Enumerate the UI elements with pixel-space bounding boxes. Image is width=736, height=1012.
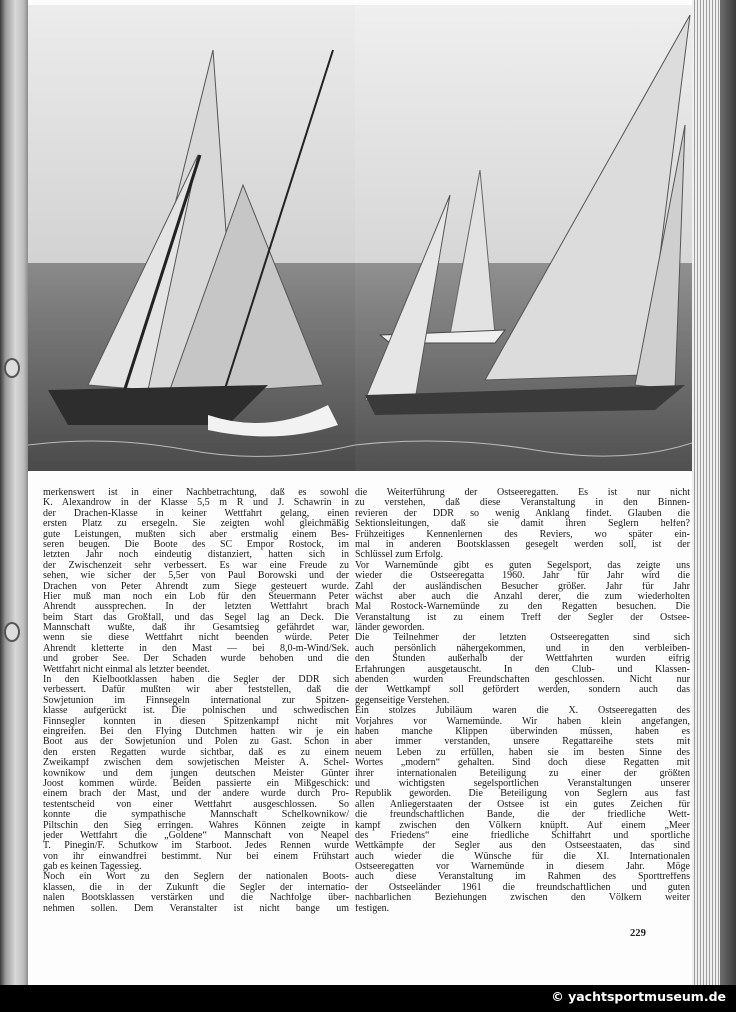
text-line: neuem Leben zu erfüllen, haben sie im besten Sinne des: [355, 747, 690, 758]
article-column-left: [43, 488, 349, 914]
text-line: wieder die Ostseeregatta 1960. Jahr für Jahr wird die: [355, 571, 690, 582]
text-line: Die Teilnehmer der letzten Ostseeregatten sind sich: [355, 633, 690, 644]
text-line: der Ostseeländer 1961 die freundschaftlichen und guten: [355, 882, 690, 893]
text-line: Mal Rostock-Warnemünde zu den Regatten besuchen. Die: [355, 602, 690, 613]
text-line: von ihr einwandfrei bestimmt. Nur bei einem Frühstart: [43, 851, 349, 862]
text-line: Frühzeitiges Kennenlernen des Reviers, wo später ein-: [355, 529, 690, 540]
text-line: Wettfahrt nicht einmal als letzter beendet.: [43, 664, 210, 675]
text-line: zu verstehen, daß diese Veranstaltung in den Binnen-: [355, 498, 690, 509]
watermark: © yachtsportmuseum.de: [551, 989, 726, 1004]
text-line: Ein stolzes Jubiläum waren die X. Ostseeregatten des: [355, 706, 690, 717]
book-cover-edge: [720, 0, 736, 985]
text-line: testentscheid von einer Wettfahrt ausgeschlossen. So: [43, 799, 349, 810]
text-line: Joost kommen würde. Beiden passierte ein Mißgeschick:: [43, 778, 349, 789]
text-line: nachbarlichen Beziehungen zwischen den Völkern weiter: [355, 893, 690, 904]
text-line: ihrer internationalen Beteiligung zu einer der größten: [355, 768, 690, 779]
text-line: der Wettkampf soll gefördert werden, sondern auch das: [355, 685, 690, 696]
text-line: Vorjahres vor Warnemünde. Wir haben klein angefangen,: [355, 716, 690, 727]
text-line: klasse aufgerückt ist. Die polnischen und schwedischen: [43, 706, 349, 717]
text-line: gab es keinen Tagessieg.: [43, 862, 142, 873]
text-line: gute Leistungen, mußten sich aber erstmalig einem Bes-: [43, 529, 349, 540]
text-line: aber immer verstanden, unsere Regattareihe stets mit: [355, 737, 690, 748]
photo-sailboats-right: [355, 5, 692, 471]
text-line: nalen Bootsklassen verstärken und die Nachfolge über-: [43, 893, 349, 904]
text-line: kownikow und dem jungen deutschen Meister Günter: [43, 768, 349, 779]
text-line: Wettkämpfe der Segler aus den Ostseestaaten, das sind: [355, 841, 690, 852]
text-line: Finnsegler konnten in diesen Spitzenkampf nicht mit: [43, 716, 349, 727]
text-line: K. Alexandrow in der Klasse 5,5 m R und J. Schawrin in: [43, 498, 349, 509]
text-line: Sektionsleitungen, daß sie damit ihren Seglern helfen?: [355, 519, 690, 530]
text-line: Hier muß man noch ein Lob für den Steuermann Peter: [43, 591, 349, 602]
text-line: auch persönlich nähergekommen, und in den verbleiben-: [355, 643, 690, 654]
text-line: Ostseeregatten vor Warnemünde in diesem Jahr. Möge: [355, 862, 690, 873]
text-line: Zweikampf zwischen dem sowjetischen Meister A. Schel-: [43, 758, 349, 769]
text-line: einem brach der Mast, und der andere wurde durch Pro-: [43, 789, 349, 800]
text-line: des Friedens“ eine friedliche Schiffahrt und sportliche: [355, 830, 690, 841]
text-line: Vor Warnemünde gibt es guten Segelsport, das zeigte uns: [355, 560, 690, 571]
text-line: ersten Platz zu ersegeln. Sie zeigten wohl gleichmäßig: [43, 519, 349, 530]
text-line: und wichtigsten segelsportlichen Veranstaltungen unserer: [355, 778, 690, 789]
text-line: Sowjetunion im Finnsegeln international zur Spitzen-: [43, 695, 349, 706]
text-line: Wortes „modern“ gehalten. Sind doch diese Regatten mit: [355, 758, 690, 769]
text-line: Drachen von Peter Ahrendt zum Siege gesteuert wurde.: [43, 581, 349, 592]
text-line: auch wieder die Wünsche für die XI. Internationalen: [355, 851, 690, 862]
text-line: revieren der DDR so wenig Anklang findet. Glauben die: [355, 508, 690, 519]
text-line: Schlüssel zum Erfolg.: [355, 550, 444, 561]
book-binding: [0, 0, 28, 985]
text-line: der Zwischenzeit sehr verbessert. Es war eine Freude zu: [43, 560, 349, 571]
article-column-right: [355, 488, 690, 914]
photo-sailboats-left: [28, 5, 355, 471]
text-line: mal in anderen Bootsklassen gesegelt werden soll, ist der: [355, 539, 690, 550]
text-line: allen Anliegerstaaten der Ostsee ist ein gutes Zeichen für: [355, 799, 690, 810]
text-line: die freundschaftlichen Bande, die der friedliche Wett-: [355, 810, 690, 821]
text-line: Veranstaltung ist zu einem Treff der Segler der Ostsee-: [355, 612, 690, 623]
text-line: Noch ein Wort zu den Seglern der nationalen Boots-: [43, 872, 349, 883]
text-line: haben manche Klippen überwinden müssen, haben es: [355, 726, 690, 737]
text-line: den ersten Regatten wurde sichtbar, daß es zu einem: [43, 747, 349, 758]
text-line: wächst aber auch die Anzahl derer, die zum wiederholten: [355, 591, 690, 602]
text-line: T. Pinegin/F. Schutkow im Starboot. Jedes Rennen wurde: [43, 841, 349, 852]
text-line: Ahrendt kletterte in den Mast — bei 8,0-m-Wind/Sek.: [43, 643, 349, 654]
page-number: 229: [630, 928, 646, 939]
binding-ring: [4, 622, 20, 642]
text-line: Mannschaft wußte, daß ihr Gesamtsieg gefährdet war,: [43, 623, 349, 634]
text-line: abenden wurden Freundschaften geschlossen. Nicht nur: [355, 675, 690, 686]
text-line: festigen.: [355, 903, 390, 914]
text-line: gegenseitige Verstehen.: [355, 695, 450, 706]
text-line: und grober See. Der Schaden wurde behoben und die: [43, 654, 349, 665]
text-line: auch diese Veranstaltung im Rahmen des Sporttreffens: [355, 872, 690, 883]
text-line: kampf zwischen den Völkern knüpft. Auf einem „Meer: [355, 820, 690, 831]
text-line: Boot aus der Sowjetunion und Polen zu Gast. Schon in: [43, 737, 349, 748]
text-line: sehen, wie sicher der 5,5er von Paul Borowski und der: [43, 571, 349, 582]
text-line: verbessert. Dafür mußten wir aber feststellen, daß die: [43, 685, 349, 696]
page-edges: [692, 0, 720, 985]
text-line: länder geworden.: [355, 623, 425, 634]
text-line: eingreifen. Bei den Flying Dutchmen hatten wir je ein: [43, 726, 349, 737]
text-line: Erfahrungen ausgetauscht. In den Club- und Klassen-: [355, 664, 690, 675]
text-line: konnte die sympathische Mannschaft Schelkownikow/: [43, 810, 349, 821]
text-line: Republik geworden. Die Beteiligung von Seglern aus fast: [355, 789, 690, 800]
text-line: In den Kielbootklassen haben die Segler der DDR sich: [43, 675, 349, 686]
text-line: Ahrendt aussprechen. In der letzten Wettfahrt brach: [43, 602, 349, 613]
text-line: den Stunden außerhalb der Wettfahrten wurden eifrig: [355, 654, 690, 665]
text-line: die Weiterführung der Ostseeregatten. Es ist nur nicht: [355, 488, 690, 498]
text-line: klassen, die in der Zukunft die Segler der internatio-: [43, 882, 349, 893]
binding-ring: [4, 358, 20, 378]
text-line: wenn sie diese Wettfahrt nicht beenden würde. Peter: [43, 633, 349, 644]
text-line: nehmen sollen. Dem Veranstalter ist nicht bange um: [43, 903, 349, 914]
text-line: jeder Wettfahrt die „Goldene“ Mannschaft von Neapel: [43, 830, 349, 841]
text-line: beim Start das Großfall, und das Segel lag an Deck. Die: [43, 612, 349, 623]
text-line: Piltschin den Sieg erringen. Wahres Können zeigte in: [43, 820, 349, 831]
text-line: letzten Jahr noch eindeutig distanziert, hatten sich in: [43, 550, 349, 561]
text-line: Zahl der ausländischen Besucher größer. Jahr für Jahr: [355, 581, 690, 592]
text-line: seren beugen. Die Boote des SC Empor Rostock, im: [43, 539, 349, 550]
text-line: der Drachen-Klasse in keiner Wettfahrt gelang, einen: [43, 508, 349, 519]
text-line: merkenswert ist in einer Nachbetrachtung, daß es sowohl: [43, 488, 349, 498]
